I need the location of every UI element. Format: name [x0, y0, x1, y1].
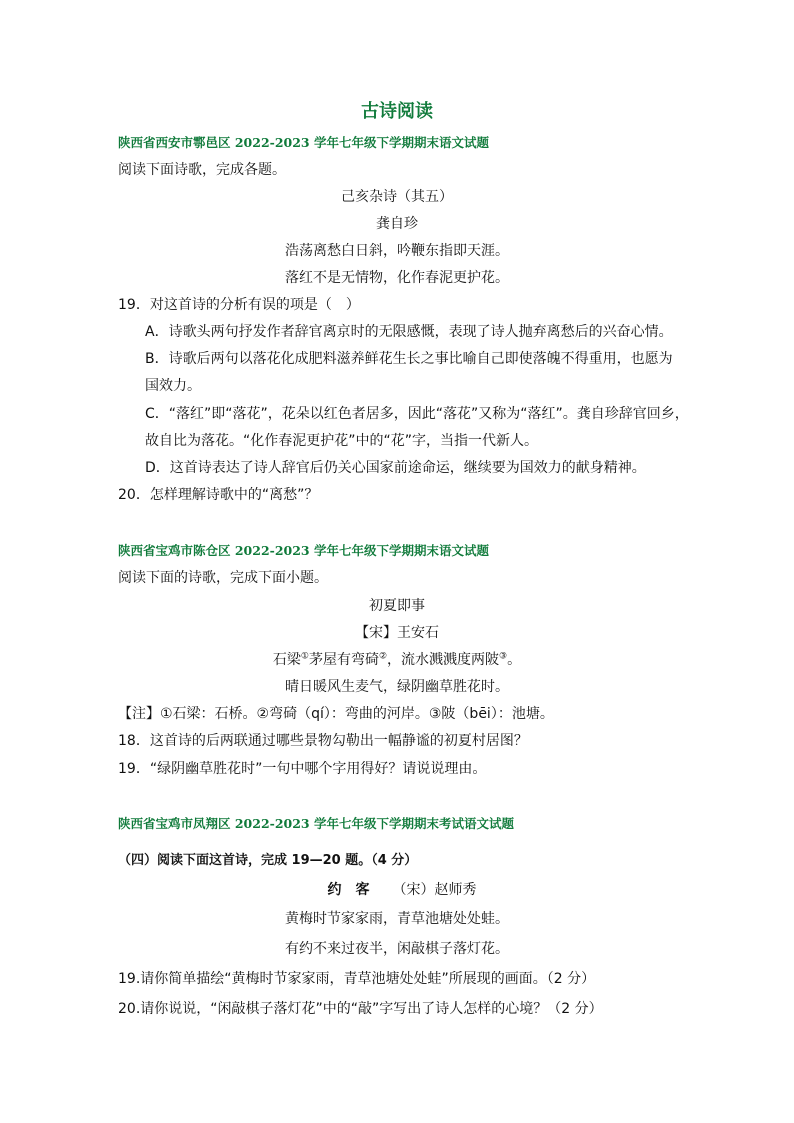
poem-line: 浩荡离愁白日斜，吟鞭东指即天涯。 — [285, 243, 509, 259]
poem-title: 己亥杂诗（其五） — [341, 189, 453, 205]
poem-author: （宋）赵师秀 — [392, 882, 477, 898]
poem-text: ，流水溅溅度两陂 — [387, 652, 500, 668]
question-20: 20.请你说说，“闲敲棋子落灯花”中的“敲”字写出了诗人怎样的心境？（2 分） — [118, 1001, 603, 1017]
question-18: 18．这首诗的后两联通过哪些景物勾勒出一幅静谧的初夏村居图？ — [118, 733, 528, 749]
poem-author: 【宋】王安石 — [355, 625, 439, 641]
footnote-marker: ② — [378, 651, 388, 662]
poem-author: 龚自珍 — [376, 216, 418, 232]
poem-line: 晴日暖风生麦气，绿阴幽草胜花时。 — [285, 679, 509, 695]
instruction: 阅读下面诗歌，完成各题。 — [118, 162, 286, 178]
instruction: （四）阅读下面这首诗，完成 19—20 题。（4 分） — [118, 853, 418, 868]
question-19: 19．对这首诗的分析有误的项是（ ） — [118, 297, 360, 313]
footnote-marker: ① — [300, 651, 309, 662]
poem-line: 有约不来过夜半，闲敲棋子落灯花。 — [285, 941, 509, 957]
section-heading: 陕西省宝鸡市凤翔区 2022-2023 学年七年级下学期期末考试语文试题 — [118, 816, 514, 831]
footnote-marker: ③ — [499, 651, 508, 662]
option-c-cont: 故自比为落花。“化作春泥更护花”中的“花”字，当指一代新人。 — [145, 433, 539, 449]
poem-text: 。 — [507, 652, 522, 668]
poem-header — [0, 881, 794, 899]
option-d: D．这首诗表达了诗人辞官后仍关心国家前途命运，继续要为国效力的献身精神。 — [145, 460, 646, 476]
poem-text: 石梁 — [272, 652, 301, 668]
question-19: 19.请你简单描绘“黄梅时节家家雨，青草池塘处处蛙”所展现的画面。（2 分） — [118, 971, 596, 987]
poem-title: 约 客 — [327, 882, 370, 898]
poem-line: 落红不是无情物，化作春泥更护花。 — [285, 270, 509, 286]
poem-line: 黄梅时节家家雨，青草池塘处处蛙。 — [285, 911, 509, 927]
poem-line — [0, 651, 794, 669]
option-a: A．诗歌头两句抒发作者辞官离京时的无限感慨，表现了诗人抛弃离愁后的兴奋心情。 — [145, 324, 673, 340]
annotation-note: 【注】①石梁：石桥。②弯碕（qí）：弯曲的河岸。③陂（bēi）：池塘。 — [118, 706, 554, 722]
question-19: 19．“绿阴幽草胜花时”一句中哪个字用得好？请说说理由。 — [118, 761, 487, 777]
option-b-cont: 国效力。 — [145, 378, 201, 394]
option-b: B．诗歌后两句以落花化成肥料滋养鲜花生长之事比喻自己即使落魄不得重用，也愿为 — [145, 351, 673, 367]
page-title: 古诗阅读 — [361, 101, 433, 122]
poem-text: 茅屋有弯碕 — [308, 652, 379, 668]
option-c: C．“落红”即“落花”，花朵以红色者居多，因此“落花”又称为“落红”。龚自珍辞官回乡， — [145, 406, 689, 422]
section-heading: 陕西省西安市鄠邑区 2022-2023 学年七年级下学期期末语文试题 — [118, 135, 489, 150]
question-20: 20．怎样理解诗歌中的“离愁”？ — [118, 487, 319, 503]
instruction: 阅读下面的诗歌，完成下面小题。 — [118, 570, 328, 586]
section-heading: 陕西省宝鸡市陈仓区 2022-2023 学年七年级下学期期末语文试题 — [118, 543, 489, 558]
poem-title: 初夏即事 — [369, 598, 425, 614]
